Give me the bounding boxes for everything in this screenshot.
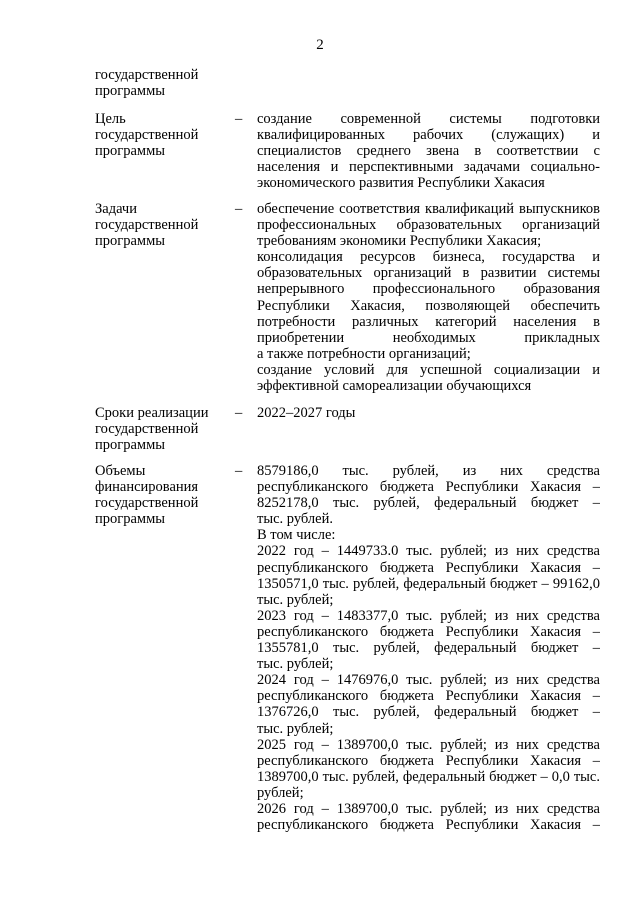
label-line: программы [95,83,165,100]
funding-line: тыс. рублей; [257,656,334,673]
tasks-line: непрерывного профессионального образования [257,281,600,298]
funding-line: тыс. рублей. [257,511,333,528]
goal-line: экономического развития Республики Хакасия [257,175,545,192]
funding-line: республиканского бюджета Республики Хакасия – [257,623,600,640]
funding-line: 2026 год – 1389700,0 тыс. рублей; из них средства [257,800,600,817]
tasks-line: требованиям экономики Республики Хакасия; [257,233,542,250]
terms-content [257,405,600,421]
goal-line: создание современной системы подготовки [257,111,600,127]
funding-line: республиканского бюджета Республики Хакасия – [257,479,600,496]
terms-dash: – [235,405,243,421]
funding-line: тыс. рублей; [257,591,334,608]
label-line: государственной [95,495,199,512]
funding-line: 2024 год – 1476976,0 тыс. рублей; из них средства [257,672,600,689]
funding-line: 2025 год – 1389700,0 тыс. рублей; из них средства [257,736,600,753]
label-line: Цель [95,111,126,127]
terms-label [95,405,220,453]
funding-line: 2022 год – 1449733.0 тыс. рублей; из них средства [257,543,600,560]
tasks-content [257,201,600,394]
tasks-line: потребности различных категорий населения в [257,313,600,330]
label-line: программы [95,511,165,528]
label-line: Сроки реализации [95,405,209,421]
funding-line: рублей; [257,784,304,801]
tasks-dash: – [235,201,243,217]
funding-line: 1355781,0 тыс. рублей, федеральный бюджет – [257,640,600,657]
continuation-label [95,67,220,99]
page-number: 2 [316,37,324,53]
label-line: программы [95,437,165,454]
funding-line: 2023 год – 1483377,0 тыс. рублей; из них средства [257,607,600,624]
tasks-line: обеспечение соответствия квалификаций выпускников [257,201,600,217]
funding-content [257,463,600,833]
label-line: государственной [95,127,199,144]
funding-line: 8252178,0 тыс. рублей, федеральный бюджет – [257,495,600,512]
tasks-line: приобретении необходимых прикладных [257,329,600,346]
funding-line: 1350571,0 тыс. рублей, федеральный бюджет – 99162,0 [257,575,600,592]
funding-label [95,463,220,527]
funding-line: 8579186,0 тыс. рублей, из них средства [257,463,600,479]
label-line: государственной [95,421,199,438]
label-line: финансирования [95,479,199,496]
tasks-line: консолидация ресурсов бизнеса, государства и [257,249,600,266]
funding-line: республиканского бюджета Республики Хакасия – [257,817,600,834]
tasks-line: а также потребности организаций; [257,345,471,362]
funding-line: тыс. рублей; [257,720,334,737]
tasks-line: образовательных организаций в развитии системы [257,265,600,282]
funding-dash: – [235,463,243,479]
goal-label [95,111,220,159]
funding-line: В том числе: [257,527,336,544]
funding-line: 1376726,0 тыс. рублей, федеральный бюджет – [257,704,600,721]
tasks-label [95,201,220,249]
goal-dash: – [235,111,243,127]
label-line: Объемы [95,463,146,479]
tasks-line: Республики Хакасия, позволяющей обеспечить [257,297,600,314]
goal-line: специалистов среднего звена в соответствии с [257,143,600,160]
tasks-line: профессиональных образовательных организаций [257,217,600,234]
goal-content [257,111,600,191]
label-line: Задачи [95,201,137,217]
label-line: программы [95,143,165,160]
goal-line: квалифицированных рабочих (служащих) и [257,127,600,144]
label-line: программы [95,233,165,250]
funding-line: республиканского бюджета Республики Хакасия – [257,688,600,705]
goal-line: населения и перспективными задачами социально- [257,159,600,176]
label-line: государственной [95,217,199,234]
tasks-line: создание условий для успешной социализации и [257,361,600,378]
terms-line: 2022–2027 годы [257,405,356,421]
label-line: государственной [95,67,199,83]
funding-line: республиканского бюджета Республики Хакасия – [257,752,600,769]
tasks-line: эффективной самореализации обучающихся [257,378,532,395]
funding-line: республиканского бюджета Республики Хакасия – [257,559,600,576]
funding-line: 1389700,0 тыс. рублей, федеральный бюджет – 0,0 тыс. [257,768,600,785]
